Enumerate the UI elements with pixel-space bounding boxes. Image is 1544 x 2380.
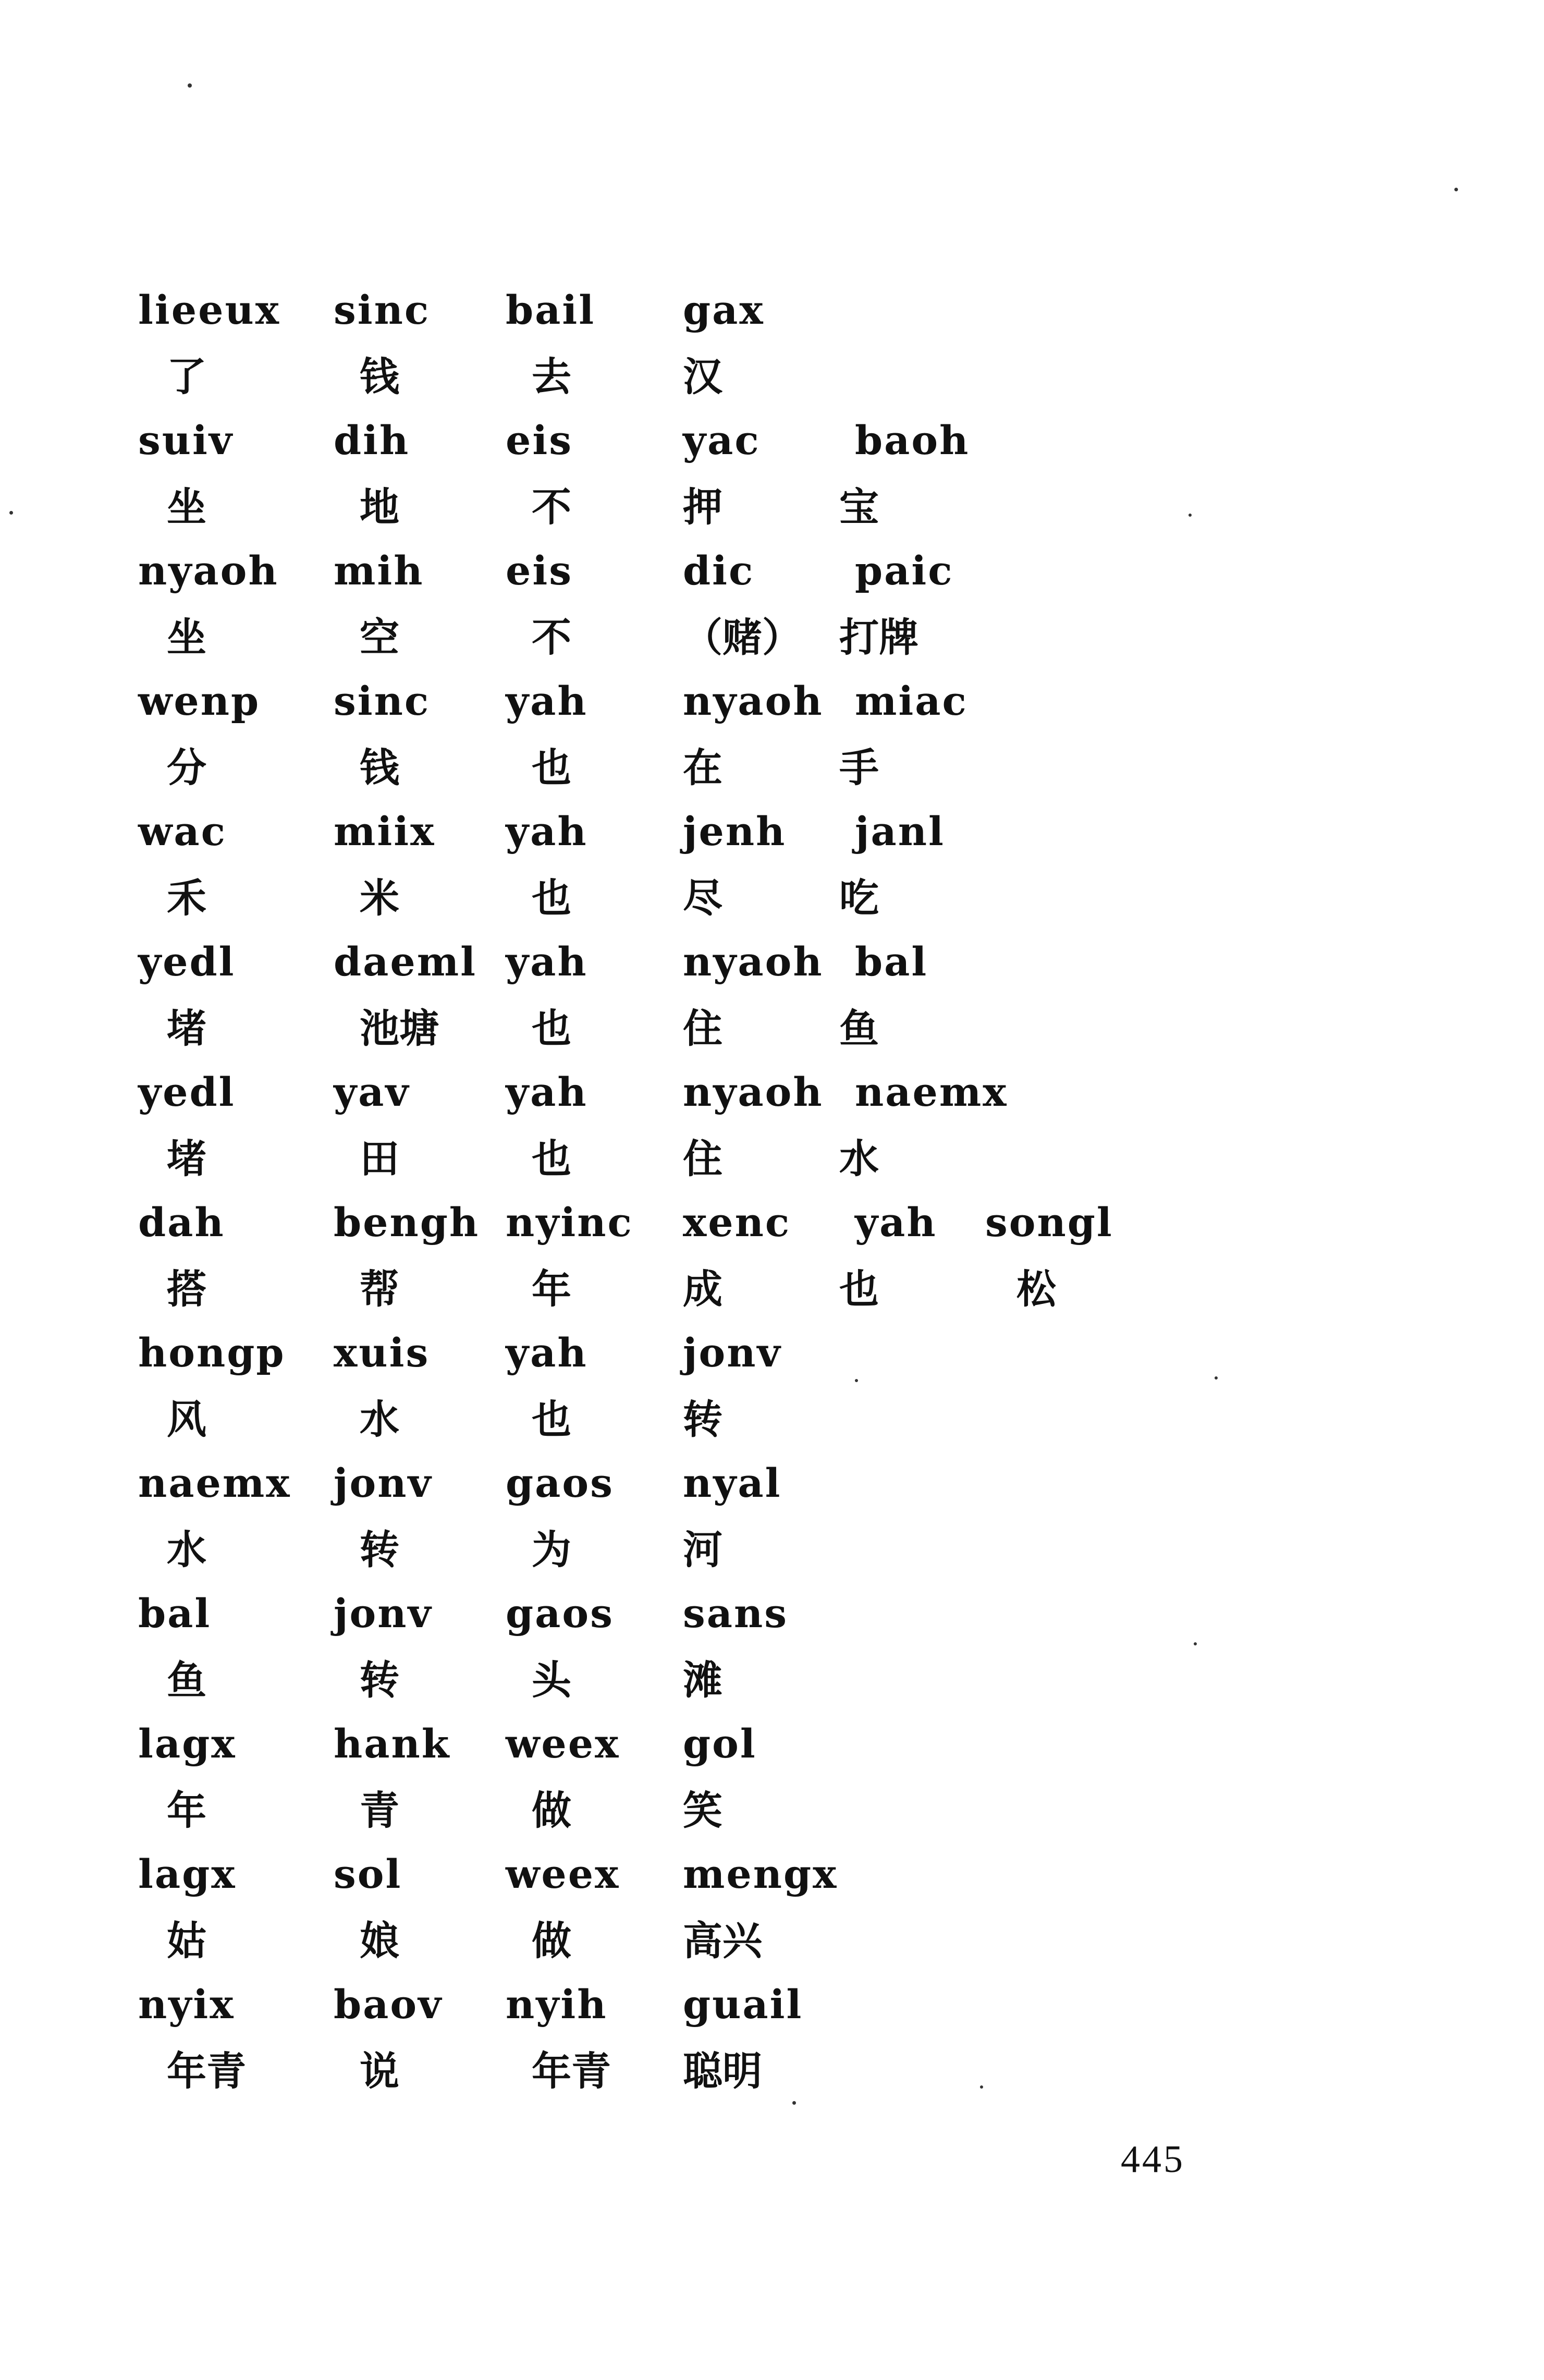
romanized-word: yah <box>506 1069 588 1115</box>
romanized-word: nyix <box>138 1981 235 2028</box>
romanized-line <box>0 1191 1544 1254</box>
romanized-word: nyaoh <box>683 1069 824 1115</box>
romanized-word: dih <box>334 417 410 463</box>
romanized-line <box>0 279 1544 341</box>
scan-speck <box>9 511 13 515</box>
chinese-gloss-word: 转 <box>360 1527 399 1573</box>
chinese-gloss-word: 鱼 <box>167 1657 206 1703</box>
chinese-gloss-word: 年青 <box>167 2048 246 2094</box>
chinese-gloss-word: 也 <box>532 875 571 921</box>
chinese-gloss-word: 成 <box>683 1266 722 1312</box>
romanized-word: guail <box>683 1981 803 2028</box>
chinese-gloss-word: 堵 <box>167 1005 206 1052</box>
romanized-word: sinc <box>334 678 431 724</box>
chinese-gloss-word: 地 <box>360 484 399 530</box>
romanized-word: sinc <box>334 287 431 333</box>
chinese-gloss-word: 做 <box>532 1918 571 1964</box>
chinese-gloss-word: 坐 <box>167 614 206 661</box>
chinese-gloss-word: 田 <box>360 1136 399 1182</box>
chinese-gloss-word: 不 <box>532 614 571 661</box>
chinese-gloss-word: 押 <box>683 484 722 530</box>
chinese-gloss-word: 姑 <box>167 1918 206 1964</box>
chinese-gloss-word: 搭 <box>167 1266 206 1312</box>
romanized-word: janl <box>855 808 945 855</box>
romanized-word: mih <box>334 547 424 594</box>
chinese-gloss-word: 说 <box>360 2048 399 2094</box>
chinese-gloss-word: 松 <box>1016 1266 1056 1312</box>
romanized-word: wenp <box>138 678 261 724</box>
romanized-word: hank <box>334 1720 451 1767</box>
romanized-word: yedl <box>138 1069 236 1115</box>
romanized-word: songl <box>985 1199 1113 1246</box>
romanized-line <box>0 1713 1544 1775</box>
romanized-word: yah <box>506 938 588 985</box>
romanized-word: nyih <box>506 1981 608 2028</box>
chinese-gloss-word: 汉 <box>683 353 722 400</box>
chinese-gloss-line <box>0 1258 1544 1321</box>
romanized-word: yav <box>334 1069 410 1115</box>
romanized-word: jonv <box>334 1590 433 1637</box>
romanized-word: hongp <box>138 1329 286 1376</box>
chinese-gloss-word: 水 <box>167 1527 206 1573</box>
scan-speck <box>855 1379 858 1382</box>
chinese-gloss-word: 水 <box>360 1396 399 1443</box>
romanized-word: nyaoh <box>683 938 824 985</box>
romanized-word: wac <box>138 808 227 855</box>
romanized-line <box>0 800 1544 863</box>
romanized-word: gax <box>683 287 765 333</box>
chinese-gloss-word: 空 <box>360 614 399 661</box>
chinese-gloss-line <box>0 1388 1544 1451</box>
chinese-gloss-word: 米 <box>360 875 399 921</box>
chinese-gloss-word: 禾 <box>167 875 206 921</box>
chinese-gloss-word: 年青 <box>532 2048 611 2094</box>
chinese-gloss-word: 尽 <box>683 875 722 921</box>
romanized-word: miac <box>855 678 968 724</box>
chinese-gloss-line <box>0 1910 1544 1972</box>
chinese-gloss-line <box>0 476 1544 539</box>
chinese-gloss-word: 住 <box>683 1005 722 1052</box>
romanized-word: yah <box>506 808 588 855</box>
chinese-gloss-word: 手 <box>839 744 879 791</box>
chinese-gloss-word: （赌） <box>683 614 802 661</box>
romanized-word: weex <box>506 1720 620 1767</box>
romanized-word: nyaoh <box>683 678 824 724</box>
chinese-gloss-word: 为 <box>532 1527 571 1573</box>
romanized-word: lagx <box>138 1851 237 1897</box>
romanized-word: paic <box>855 547 954 594</box>
chinese-gloss-line <box>0 346 1544 408</box>
scan-speck <box>792 2101 796 2105</box>
romanized-word: lagx <box>138 1720 237 1767</box>
romanized-word: daeml <box>334 938 477 985</box>
chinese-gloss-word: 在 <box>683 744 722 791</box>
chinese-gloss-word: 滩 <box>683 1657 722 1703</box>
romanized-word: xenc <box>683 1199 791 1246</box>
chinese-gloss-word: 钱 <box>360 353 399 400</box>
romanized-word: yah <box>855 1199 937 1246</box>
romanized-word: bengh <box>334 1199 480 1246</box>
chinese-gloss-word: 高兴 <box>683 1918 762 1964</box>
chinese-gloss-word: 了 <box>167 353 206 400</box>
chinese-gloss-word: 也 <box>532 744 571 791</box>
romanized-line <box>0 1061 1544 1124</box>
chinese-gloss-word: 做 <box>532 1787 571 1834</box>
romanized-word: gaos <box>506 1590 614 1637</box>
chinese-gloss-line <box>0 867 1544 930</box>
romanized-word: yedl <box>138 938 236 985</box>
chinese-gloss-word: 鱼 <box>839 1005 879 1052</box>
chinese-gloss-line <box>0 1128 1544 1190</box>
chinese-gloss-word: 河 <box>683 1527 722 1573</box>
chinese-gloss-word: 头 <box>532 1657 571 1703</box>
chinese-gloss-word: 青 <box>360 1787 399 1834</box>
romanized-line <box>0 1582 1544 1645</box>
chinese-gloss-word: 不 <box>532 484 571 530</box>
romanized-word: naemx <box>855 1069 1008 1115</box>
chinese-gloss-word: 住 <box>683 1136 722 1182</box>
romanized-word: miix <box>334 808 436 855</box>
chinese-gloss-word: 打牌 <box>839 614 918 661</box>
chinese-gloss-word: 分 <box>167 744 206 791</box>
chinese-gloss-word: 聪明 <box>683 2048 762 2094</box>
romanized-word: eis <box>506 547 573 594</box>
romanized-word: suiv <box>138 417 234 463</box>
romanized-word: dah <box>138 1199 225 1246</box>
romanized-word: bal <box>138 1590 212 1637</box>
romanized-word: eis <box>506 417 573 463</box>
chinese-gloss-word: 宝 <box>839 484 879 530</box>
page-number: 445 <box>1121 2138 1185 2181</box>
romanized-word: yac <box>683 417 761 463</box>
chinese-gloss-line <box>0 1519 1544 1581</box>
scan-speck <box>980 2085 983 2089</box>
chinese-gloss-word: 笑 <box>683 1787 722 1834</box>
romanized-word: baov <box>334 1981 443 2028</box>
romanized-line <box>0 540 1544 602</box>
romanized-word: dic <box>683 547 755 594</box>
chinese-gloss-line <box>0 606 1544 669</box>
romanized-word: yah <box>506 1329 588 1376</box>
romanized-word: nyal <box>683 1460 782 1506</box>
chinese-gloss-line <box>0 2040 1544 2103</box>
romanized-word: gaos <box>506 1460 614 1506</box>
romanized-line <box>0 1843 1544 1906</box>
romanized-word: weex <box>506 1851 620 1897</box>
romanized-word: jonv <box>334 1460 433 1506</box>
romanized-word: sans <box>683 1590 789 1637</box>
chinese-gloss-word: 年 <box>167 1787 206 1834</box>
romanized-word: xuis <box>334 1329 430 1376</box>
romanized-word: baoh <box>855 417 970 463</box>
chinese-gloss-word: 帮 <box>360 1266 399 1312</box>
romanized-word: naemx <box>138 1460 291 1506</box>
chinese-gloss-line <box>0 997 1544 1060</box>
romanized-line <box>0 409 1544 472</box>
chinese-gloss-word: 也 <box>839 1266 879 1312</box>
chinese-gloss-line <box>0 737 1544 799</box>
chinese-gloss-word: 也 <box>532 1396 571 1443</box>
romanized-word: nyaoh <box>138 547 279 594</box>
romanized-word: lieeux <box>138 287 281 333</box>
romanized-word: bail <box>506 287 596 333</box>
chinese-gloss-word: 吃 <box>839 875 879 921</box>
romanized-line <box>0 1322 1544 1384</box>
scan-speck <box>1194 1642 1197 1645</box>
romanized-word: jonv <box>683 1329 782 1376</box>
romanized-line <box>0 1973 1544 2036</box>
chinese-gloss-word: 也 <box>532 1005 571 1052</box>
chinese-gloss-word: 风 <box>167 1396 206 1443</box>
chinese-gloss-word: 坐 <box>167 484 206 530</box>
chinese-gloss-word: 娘 <box>360 1918 399 1964</box>
romanized-word: bal <box>855 938 928 985</box>
chinese-gloss-line <box>0 1779 1544 1842</box>
chinese-gloss-word: 池塘 <box>360 1005 439 1052</box>
romanized-word: nyinc <box>506 1199 633 1246</box>
romanized-word: jenh <box>683 808 787 855</box>
chinese-gloss-word: 水 <box>839 1136 879 1182</box>
chinese-gloss-word: 堵 <box>167 1136 206 1182</box>
chinese-gloss-word: 钱 <box>360 744 399 791</box>
romanized-word: sol <box>334 1851 402 1897</box>
chinese-gloss-line <box>0 1649 1544 1712</box>
chinese-gloss-word: 转 <box>683 1396 722 1443</box>
chinese-gloss-word: 也 <box>532 1136 571 1182</box>
scan-speck <box>1188 514 1192 517</box>
chinese-gloss-word: 年 <box>532 1266 571 1312</box>
chinese-gloss-word: 转 <box>360 1657 399 1703</box>
scan-speck <box>1454 188 1458 191</box>
scan-speck <box>188 83 192 88</box>
romanized-word: mengx <box>683 1851 838 1897</box>
chinese-gloss-word: 去 <box>532 353 571 400</box>
romanized-line <box>0 1452 1544 1515</box>
romanized-line <box>0 670 1544 733</box>
romanized-word: yah <box>506 678 588 724</box>
romanized-word: gol <box>683 1720 757 1767</box>
scan-speck <box>1215 1376 1218 1380</box>
romanized-line <box>0 931 1544 993</box>
